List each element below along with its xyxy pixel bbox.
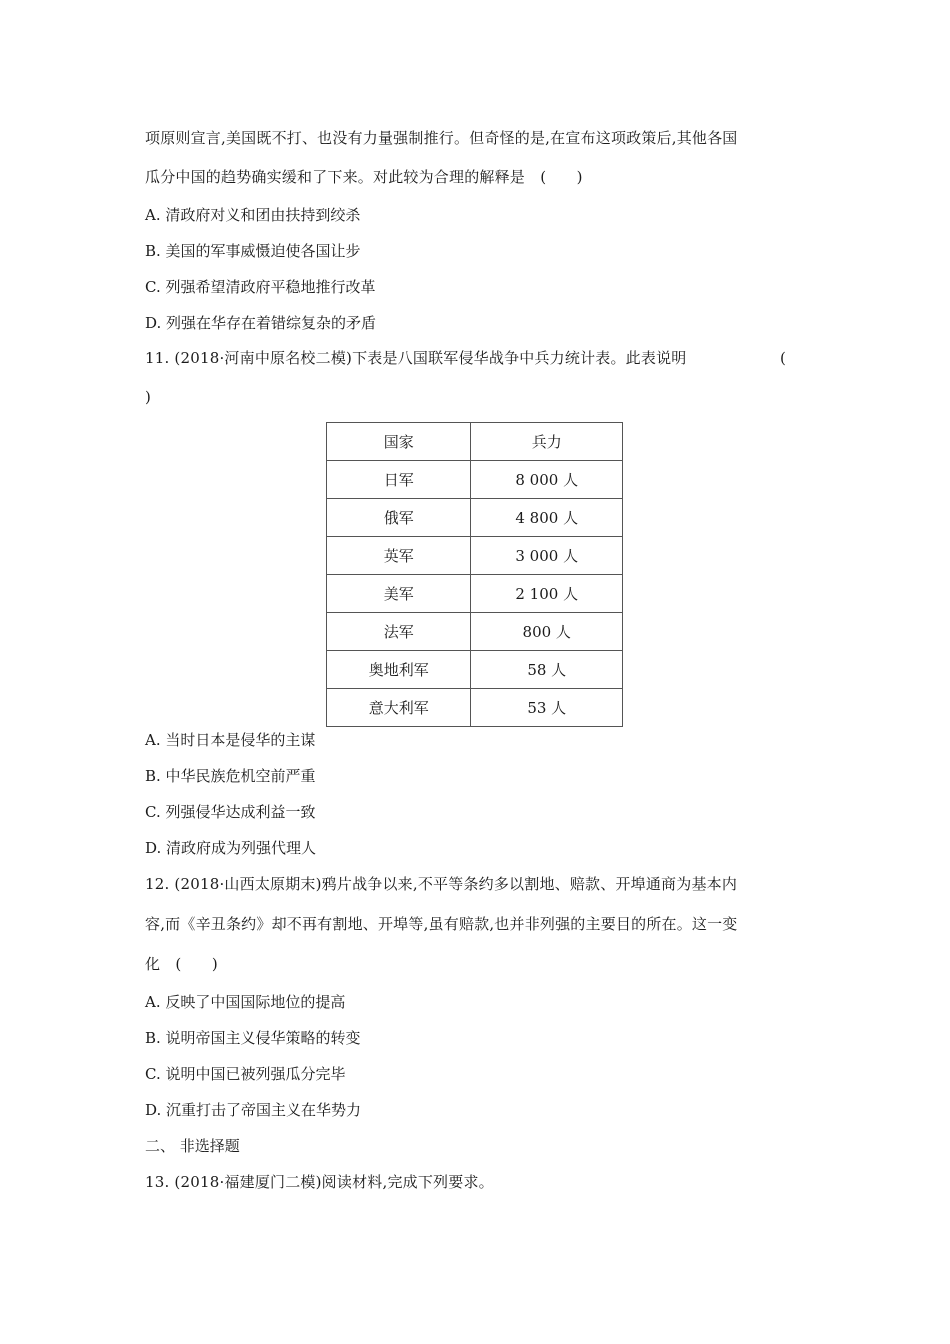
table-row: [327, 575, 623, 613]
table-cell-force: 2 100 人: [471, 575, 623, 613]
table-cell-country: 奥地利军: [327, 651, 471, 689]
table-cell-country: 意大利军: [327, 689, 471, 727]
q12-stem-line3: 化 ( ): [145, 955, 218, 973]
q11-stem: 11. (2018·河南中原名校二模)下表是八国联军侵华战争中兵力统计表。此表说明: [145, 349, 687, 367]
table-cell-force: 4 800 人: [471, 499, 623, 537]
q13-stem: 13. (2018·福建厦门二模)阅读材料,完成下列要求。: [145, 1173, 494, 1191]
table-cell-force: 53 人: [471, 689, 623, 727]
q12-option-b: B. 说明帝国主义侵华策略的转变: [145, 1029, 361, 1047]
q10-stem-line2: 瓜分中国的趋势确实缓和了下来。对此较为合理的解释是 ( ): [145, 168, 583, 186]
q11-option-c: C. 列强侵华达成利益一致: [145, 803, 316, 821]
table-cell-force: 3 000 人: [471, 537, 623, 575]
q10-option-d: D. 列强在华存在着错综复杂的矛盾: [145, 314, 377, 332]
table-cell-force: 800 人: [471, 613, 623, 651]
troop-strength-table: [326, 422, 623, 727]
table-row: [327, 651, 623, 689]
table-row: [327, 613, 623, 651]
table-row: [327, 689, 623, 727]
table-header-force: 兵力: [471, 423, 623, 461]
q12-stem-line2: 容,而《辛丑条约》却不再有割地、开埠等,虽有赔款,也并非列强的主要目的所在。这一变: [145, 915, 738, 933]
table-cell-country: 美军: [327, 575, 471, 613]
q10-option-b: B. 美国的军事威慑迫使各国让步: [145, 242, 361, 260]
q11-answer-paren-close: ): [145, 388, 151, 406]
table-cell-country: 日军: [327, 461, 471, 499]
table-cell-country: 英军: [327, 537, 471, 575]
q12-option-a: A. 反映了中国国际地位的提高: [145, 993, 346, 1011]
table-cell-force: 58 人: [471, 651, 623, 689]
table-row: [327, 499, 623, 537]
q11-option-b: B. 中华民族危机空前严重: [145, 767, 316, 785]
q11-option-a: A. 当时日本是侵华的主谋: [145, 731, 316, 749]
q11-answer-paren-open: (: [780, 349, 786, 367]
table-cell-country: 法军: [327, 613, 471, 651]
q11-option-d: D. 清政府成为列强代理人: [145, 839, 317, 857]
table-row: [327, 537, 623, 575]
table-cell-country: 俄军: [327, 499, 471, 537]
q10-stem-line1: 项原则宣言,美国既不打、也没有力量强制推行。但奇怪的是,在宣布这项政策后,其他各国: [145, 129, 738, 147]
q10-option-c: C. 列强希望清政府平稳地推行改革: [145, 278, 376, 296]
q12-stem-line1: 12. (2018·山西太原期末)鸦片战争以来,不平等条约多以割地、赔款、开埠通商为基本内: [145, 875, 738, 893]
q12-option-d: D. 沉重打击了帝国主义在华势力: [145, 1101, 362, 1119]
table-header-country: 国家: [327, 423, 471, 461]
q10-option-a: A. 清政府对义和团由扶持到绞杀: [145, 206, 361, 224]
table-cell-force: 8 000 人: [471, 461, 623, 499]
table-header-row: [327, 423, 623, 461]
table-row: [327, 461, 623, 499]
q12-option-c: C. 说明中国已被列强瓜分完毕: [145, 1065, 346, 1083]
section-heading-non-choice: 二、 非选择题: [145, 1137, 240, 1155]
